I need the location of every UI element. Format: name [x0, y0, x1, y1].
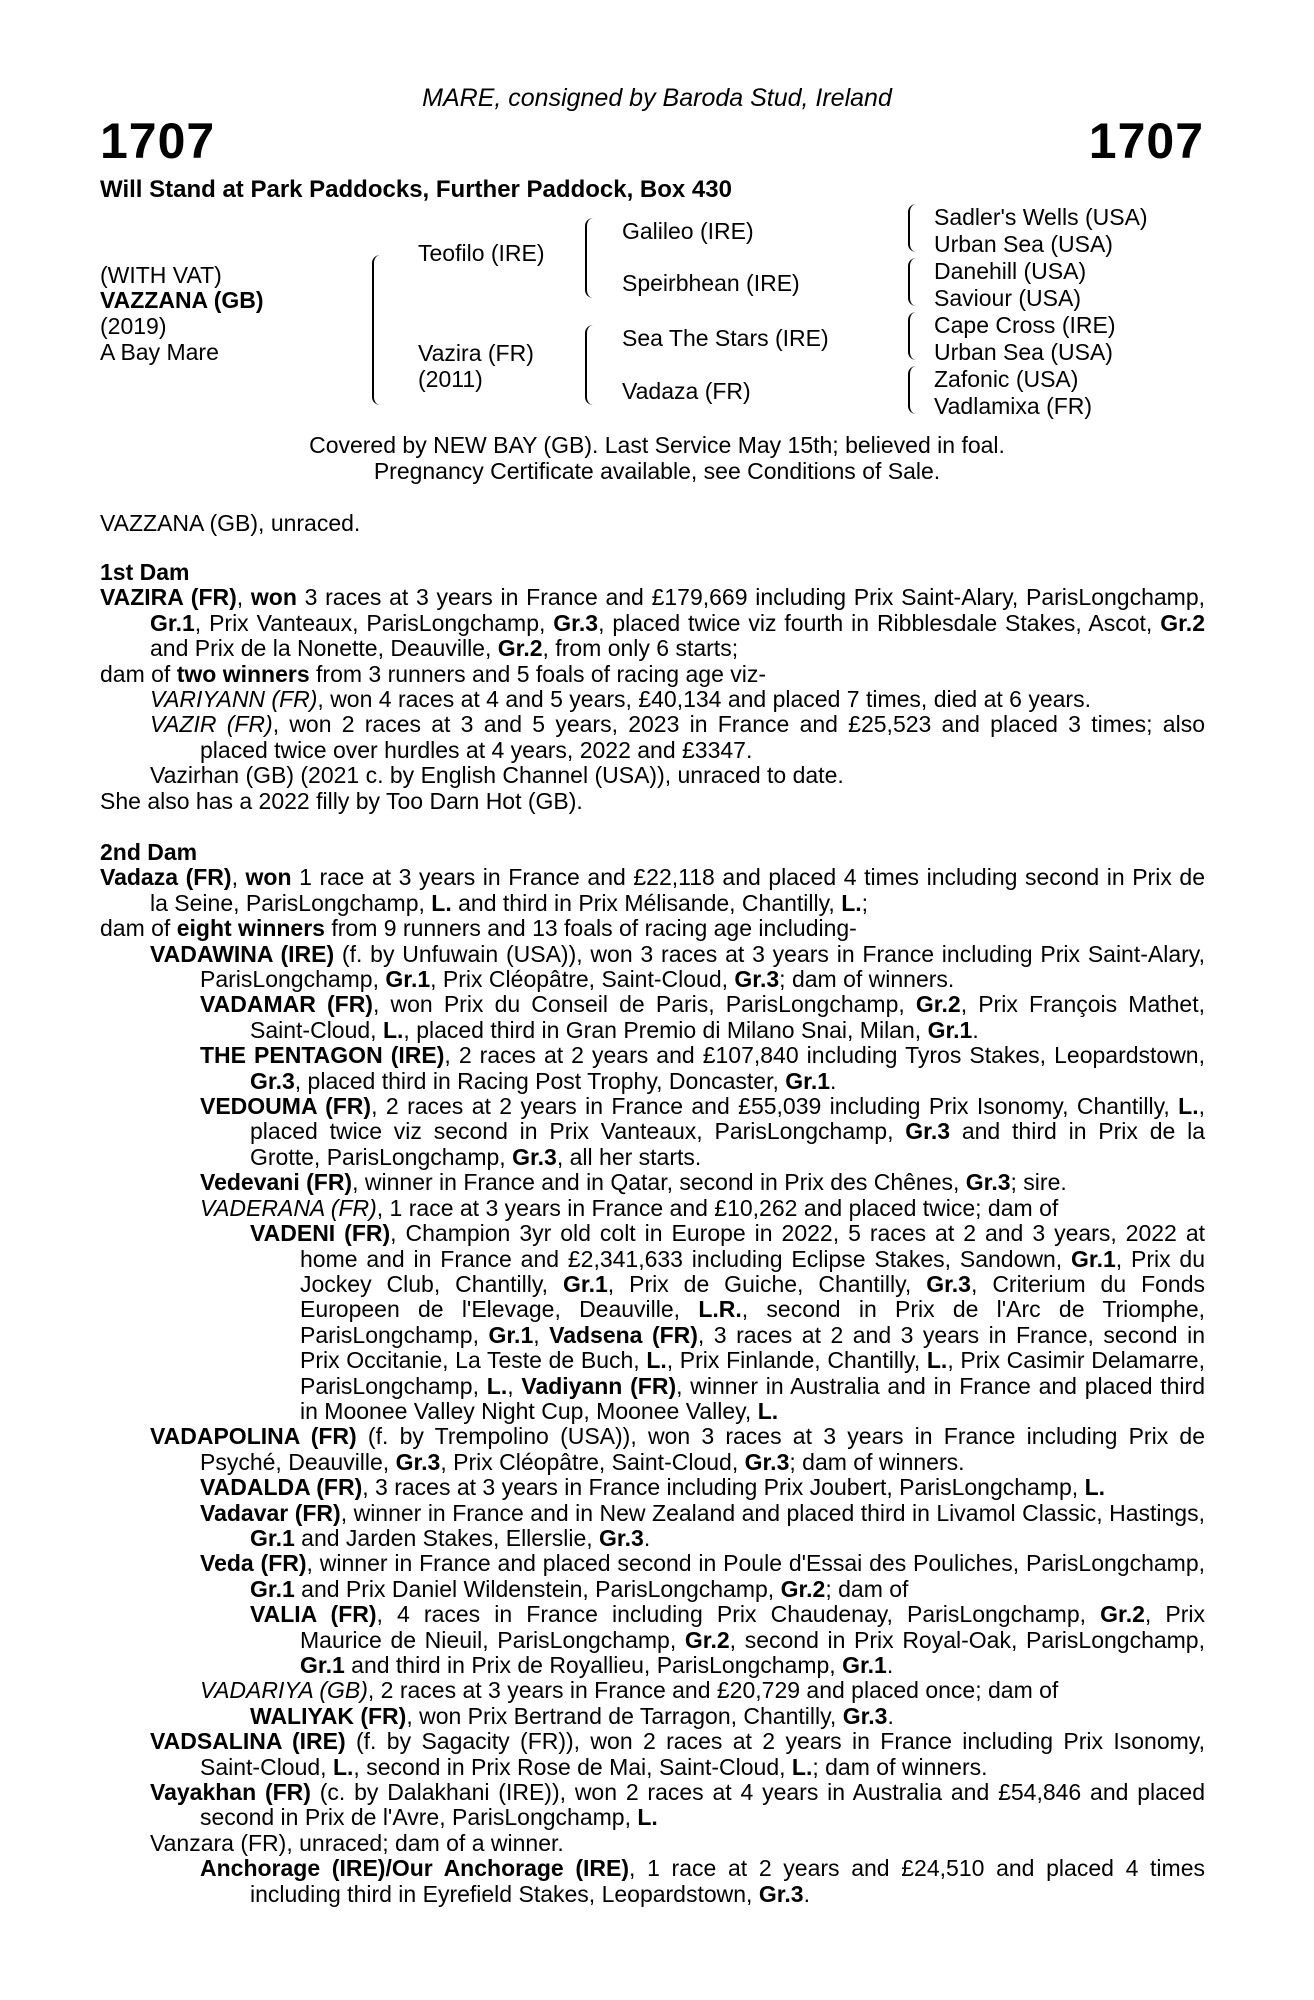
- vadawina-entry: VADAWINA (IRE) (f. by Unfuwain (USA)), won 3 races at 3 years in France including Prix Saint-Alary, ParisLongchamp, Gr.1, Prix Cléopâtre, Saint-Cloud, Gr.3; dam of winners.: [150, 940, 1205, 993]
- pentagon-entry: THE PENTAGON (IRE), 2 races at 2 years and £107,840 including Tyros Stakes, Leopardstown, Gr.3, placed third in Racing Post Trophy, Doncaster, Gr.1.: [200, 1042, 1205, 1094]
- sire-dam: Speirbhean (IRE): [622, 270, 800, 296]
- vadariya-entry: VADARIYA (GB), 2 races at 3 years in France and £20,729 and placed once; dam of: [200, 1677, 1059, 1704]
- anchorage-entry: Anchorage (IRE)/Our Anchorage (IRE), 1 race at 2 years and £24,510 and placed 4 times including third in Eyrefield Stakes, Leopardstown, Gr.3.: [200, 1855, 1205, 1907]
- sd-sire: Danehill (USA): [934, 258, 1087, 284]
- covering-line-2: Pregnancy Certificate available, see Conditions of Sale.: [373, 458, 941, 484]
- dam: Vazira (FR): [418, 340, 534, 366]
- dd-dam: Vadlamixa (FR): [934, 393, 1093, 419]
- brace-dam: [585, 325, 595, 405]
- first-dam-foal-4: She also has a 2022 filly by Too Darn Hot (GB).: [100, 787, 583, 814]
- vadsalina-entry: VADSALINA (IRE) (f. by Sagacity (FR)), won 2 races at 2 years in France including Prix Isonomy, Saint-Cloud, L., second in Prix Rose de Mai, Saint-Cloud, L.; dam of winners.: [150, 1728, 1205, 1780]
- vadapolina-entry: VADAPOLINA (FR) (f. by Trempolino (USA)), won 3 races at 3 years in France including Prix de Psyché, Deauville, Gr.3, Prix Cléopâtre, Saint-Cloud, Gr.3; dam of winners.: [150, 1423, 1205, 1475]
- first-dam-produce: dam of two winners from 3 runners and 5 foals of racing age viz-: [100, 660, 767, 687]
- first-dam-record: VAZIRA (FR), won 3 races at 3 years in France and £179,669 including Prix Saint-Alary, ParisLongchamp, Gr.1, Prix Vanteaux, ParisLongchamp, Gr.3, placed twice viz fourth in Ribblesdale Stakes, Ascot, Gr.2 and Prix de la Nonette, Deauville, Gr.2, from only 6 starts;: [100, 584, 1205, 662]
- second-dam-title: 2nd Dam: [100, 839, 198, 865]
- horse-description: A Bay Mare: [100, 339, 219, 365]
- dd-sire: Zafonic (USA): [934, 366, 1079, 392]
- ss-dam: Urban Sea (USA): [934, 231, 1113, 257]
- brace-g3-3: [908, 312, 918, 360]
- sire-sire: Galileo (IRE): [622, 218, 754, 244]
- sire: Teofilo (IRE): [418, 240, 545, 266]
- brace-g3-2: [908, 258, 918, 306]
- consignor-line: MARE, consigned by Baroda Stud, Ireland: [422, 84, 892, 112]
- lot-number-right: 1707: [1088, 113, 1204, 169]
- sd-dam: Saviour (USA): [934, 285, 1081, 311]
- dam-year: (2011): [418, 366, 483, 392]
- vaderana-entry: VADERANA (FR), 1 race at 3 years in France and £10,262 and placed twice; dam of: [200, 1194, 1059, 1221]
- vanzara-entry: Vanzara (FR), unraced; dam of a winner.: [150, 1829, 564, 1856]
- ss-sire: Sadler's Wells (USA): [934, 204, 1148, 230]
- second-dam-section: [100, 840, 1205, 1907]
- covering-line-1: Covered by NEW BAY (GB). Last Service May 15th; believed in foal.: [309, 432, 1005, 458]
- brace-g3-1: [908, 204, 918, 252]
- vedevani-entry: Vedevani (FR), winner in France and in Qatar, second in Prix des Chênes, Gr.3; sire.: [200, 1169, 1067, 1196]
- lot-number-left: 1707: [100, 113, 216, 169]
- vat-note: (WITH VAT): [100, 262, 222, 288]
- second-dam-record: Vadaza (FR), won 1 race at 3 years in France and £22,118 and placed 4 times including second in Prix de la Seine, ParisLongchamp, L. and third in Prix Mélisande, Chantilly, L.;: [100, 864, 1205, 916]
- horse-name: VAZZANA (GB): [100, 287, 264, 313]
- vadavar-entry: Vadavar (FR), winner in France and in New Zealand and placed third in Livamol Classic, Hastings, Gr.1 and Jarden Stakes, Ellerslie, Gr.3.: [200, 1499, 1205, 1551]
- ds-sire: Cape Cross (IRE): [934, 312, 1116, 338]
- vayakhan-entry: Vayakhan (FR) (c. by Dalakhani (IRE)), won 2 races at 4 years in Australia and £54,846 and placed second in Prix de l'Avre, ParisLongchamp, L.: [150, 1779, 1205, 1831]
- ds-dam: Urban Sea (USA): [934, 339, 1113, 365]
- first-dam-foal-2: VAZIR (FR), won 2 races at 3 and 5 years, 2023 in France and £25,523 and placed 3 times; also placed twice over hurdles at 4 years, 2022 and £3347.: [150, 711, 1205, 763]
- first-dam-section: [100, 560, 1205, 814]
- dam-dam: Vadaza (FR): [622, 378, 751, 404]
- first-dam-foal-3: Vazirhan (GB) (2021 c. by English Channel (USA)), unraced to date.: [150, 762, 844, 789]
- stand-location: Will Stand at Park Paddocks, Further Paddock, Box 430: [100, 176, 732, 203]
- vadamar-entry: VADAMAR (FR), won Prix du Conseil de Paris, ParisLongchamp, Gr.2, Prix François Mathet, Saint-Cloud, L., placed third in Gran Premio di Milano Snai, Milan, Gr.1.: [200, 991, 1205, 1043]
- waliyak-entry: WALIYAK (FR), won Prix Bertrand de Tarragon, Chantilly, Gr.3.: [250, 1702, 894, 1729]
- covering-note: [0, 432, 1314, 484]
- veda-entry: Veda (FR), winner in France and placed second in Poule d'Essai des Pouliches, ParisLongchamp, Gr.1 and Prix Daniel Wildenstein, ParisLongchamp, Gr.2; dam of: [200, 1550, 1205, 1602]
- second-dam-produce: dam of eight winners from 9 runners and 13 foals of racing age including-: [100, 915, 857, 942]
- intro-line: VAZZANA (GB), unraced.: [100, 510, 361, 536]
- first-dam-foal-1: VARIYANN (FR), won 4 races at 4 and 5 years, £40,134 and placed 7 times, died at 6 years.: [150, 686, 1091, 713]
- first-dam-title: 1st Dam: [100, 559, 190, 585]
- valia-entry: VALIA (FR), 4 races in France including Prix Chaudenay, ParisLongchamp, Gr.2, Prix Maurice de Nieuil, ParisLongchamp, Gr.2, second in Prix Royal-Oak, ParisLongchamp, Gr.1 and third in Prix de Royallieu, ParisLongchamp, Gr.1.: [250, 1601, 1205, 1678]
- vadalda-entry: VADALDA (FR), 3 races at 3 years in France including Prix Joubert, ParisLongchamp, L.: [200, 1474, 1106, 1501]
- brace-g3-4: [908, 366, 918, 414]
- brace-main: [372, 255, 384, 405]
- brace-sire: [585, 218, 595, 298]
- vadeni-entry: VADENI (FR), Champion 3yr old colt in Europe in 2022, 5 races at 2 and 3 years, 2022 at home and in France and £2,341,633 including Eclipse Stakes, Sandown, Gr.1, Prix du Jockey Club, Chantilly, Gr.1, Prix de Guiche, Chantilly, Gr.3, Criterium du Fonds Europeen de l'Elevage, Deauville, L.R., second in Prix de l'Arc de Triomphe, ParisLongchamp, Gr.1, Vadsena (FR), 3 races at 2 and 3 years in France, second in Prix Occitanie, La Teste de Buch, L., Prix Finlande, Chantilly, L., Prix Casimir Delamarre, ParisLongchamp, L., Vadiyann (FR), winner in Australia and in France and placed third in Moonee Valley Night Cup, Moonee Valley, L.: [250, 1220, 1206, 1424]
- pedigree-table: [100, 200, 1220, 420]
- dam-sire: Sea The Stars (IRE): [622, 325, 829, 351]
- vedouma-entry: VEDOUMA (FR), 2 races at 2 years in France and £55,039 including Prix Isonomy, Chantilly, L., placed twice viz second in Prix Vanteaux, ParisLongchamp, Gr.3 and third in Prix de la Grotte, ParisLongchamp, Gr.3, all her starts.: [200, 1093, 1206, 1170]
- horse-year: (2019): [100, 313, 167, 339]
